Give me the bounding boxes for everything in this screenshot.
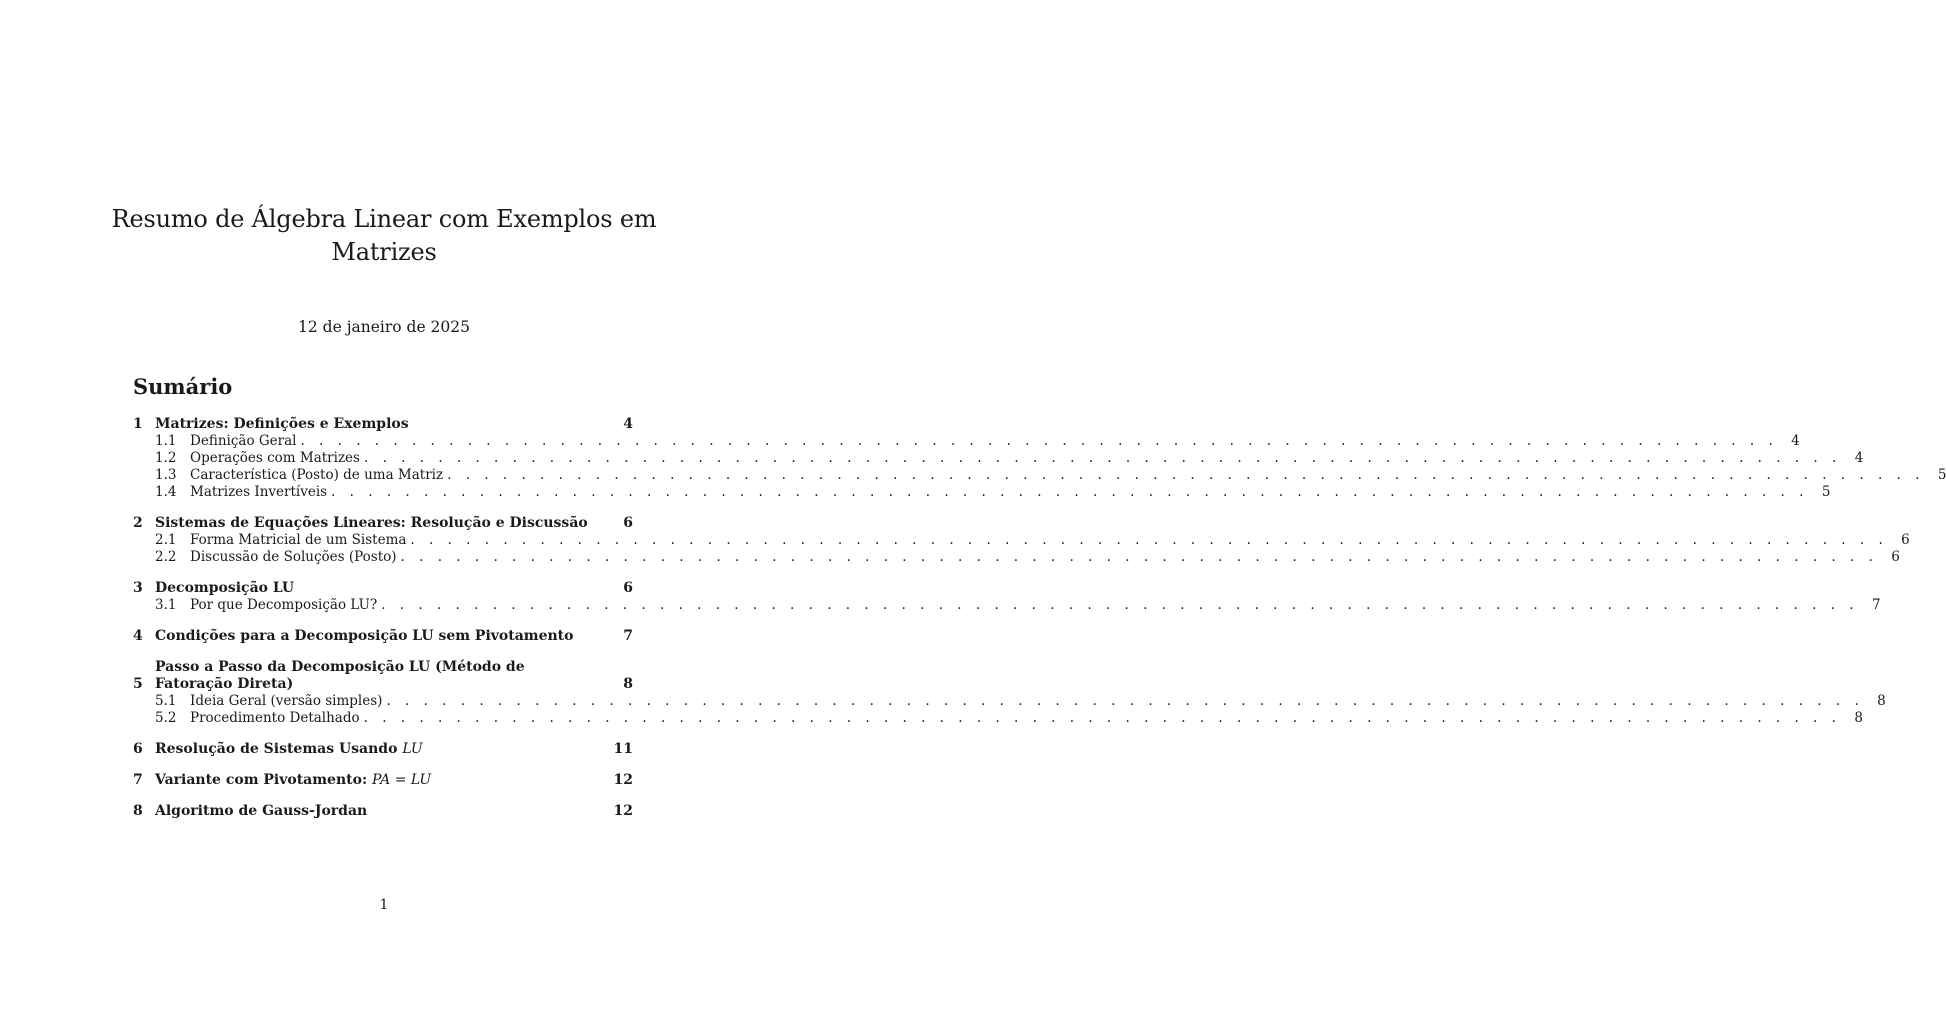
toc-section-title-text: Variante com Pivotamento: xyxy=(155,772,368,788)
toc-section-page: 7 xyxy=(623,628,633,644)
toc-section-page: 8 xyxy=(623,676,633,692)
toc-section xyxy=(133,628,633,645)
toc-subsection-number: 3.1 xyxy=(155,597,177,613)
toc-subsection-number: 1.2 xyxy=(155,450,177,466)
toc-subsection-page: 5 xyxy=(1821,484,1831,500)
toc-subsection-title: Operações com Matrizes xyxy=(190,450,360,466)
toc-section-title-text: Condições para a Decomposição LU sem Pivotamento xyxy=(155,628,574,644)
toc-section-title-text: Decomposição LU xyxy=(155,580,295,596)
toc-section-entry[interactable] xyxy=(133,628,633,645)
toc-section xyxy=(133,416,1946,501)
toc-section xyxy=(133,659,1886,727)
toc-section-entry[interactable] xyxy=(133,772,633,789)
toc-dot-leader: . . . . . . . . . . . . . . . . . . . . . . . . . . . . . . . . . . . . . . . . . . . . . . . . . . . . . . . . . . . . . . . . . . . . . . . . . . . . . . . . xyxy=(300,433,1778,449)
toc-section-page: 12 xyxy=(613,772,633,788)
toc-section-title xyxy=(155,580,613,597)
toc-subsection-entry[interactable] xyxy=(133,433,1800,450)
toc-section-title-text: Sistemas de Equações Lineares: Resolução e Discussão xyxy=(155,515,588,531)
toc-section-number: 4 xyxy=(133,628,143,644)
toc-subsection-title: Ideia Geral (versão simples) xyxy=(190,693,383,709)
toc-section xyxy=(133,741,633,758)
toc-dot-leader: . . . . . . . . . . . . . . . . . . . . . . . . . . . . . . . . . . . . . . . . . . . . . . . . . . . . . . . . . . . . . . . . . . . . . . . . . . . . . . . . xyxy=(447,467,1925,483)
toc-subsection-entry[interactable] xyxy=(133,450,1864,467)
document-date: 12 de janeiro de 2025 xyxy=(298,318,470,336)
toc-subsection-title: Procedimento Detalhado xyxy=(190,710,360,726)
toc-subsection-number: 5.2 xyxy=(155,710,177,726)
toc-section-title xyxy=(155,659,613,693)
toc-section-page: 6 xyxy=(623,515,633,531)
toc-subsection-number: 2.2 xyxy=(155,549,177,565)
toc-subsection-entry[interactable] xyxy=(133,549,1900,566)
toc-subsection-entry[interactable] xyxy=(133,693,1886,710)
toc-section-page: 11 xyxy=(613,741,633,757)
toc-section-title xyxy=(155,803,613,820)
toc-section-title xyxy=(155,515,613,532)
toc-subsection-number: 1.1 xyxy=(155,433,177,449)
table-of-contents xyxy=(133,416,1946,820)
toc-section-title-text: Passo a Passo da Decomposição LU (Método de Fatoração Direta) xyxy=(155,659,525,692)
toc-section-number: 5 xyxy=(133,676,143,692)
toc-section-title-text: Matrizes: Definições e Exemplos xyxy=(155,416,409,432)
toc-section xyxy=(133,580,1881,614)
toc-subsection-page: 8 xyxy=(1877,693,1886,709)
toc-subsection-page: 4 xyxy=(1791,433,1800,449)
toc-section-page: 12 xyxy=(613,803,633,819)
toc-section-title xyxy=(155,416,613,433)
toc-section-number: 2 xyxy=(133,515,143,531)
toc-subsection-entry[interactable] xyxy=(133,597,1881,614)
page-number: 1 xyxy=(379,897,389,913)
toc-subsection-entry[interactable] xyxy=(133,484,1831,501)
toc-section-title xyxy=(155,628,613,645)
toc-section-page: 4 xyxy=(623,416,633,432)
toc-section-entry[interactable] xyxy=(133,416,633,433)
toc-subsection-number: 2.1 xyxy=(155,532,177,548)
toc-section-title xyxy=(155,741,613,758)
toc-subsection-title: Por que Decomposição LU? xyxy=(190,597,378,613)
toc-section-number: 8 xyxy=(133,803,143,819)
document-title: Resumo de Álgebra Linear com Exemplos em Matrizes xyxy=(111,205,657,266)
toc-dot-leader: . . . . . . . . . . . . . . . . . . . . . . . . . . . . . . . . . . . . . . . . . . . . . . . . . . . . . . . . . . . . . . . . . . . . . . . . . . . . . . . . xyxy=(381,597,1859,613)
toc-heading: Sumário xyxy=(133,374,233,399)
toc-subsection-number: 5.1 xyxy=(155,693,177,709)
toc-subsection-page: 5 xyxy=(1937,467,1946,483)
toc-dot-leader: . . . . . . . . . . . . . . . . . . . . . . . . . . . . . . . . . . . . . . . . . . . . . . . . . . . . . . . . . . . . . . . . . . . . . . . . . . . . . . . . xyxy=(386,693,1864,709)
toc-subsection-page: 6 xyxy=(1891,549,1900,565)
toc-subsection-title: Definição Geral xyxy=(190,433,297,449)
toc-subsection-number: 1.4 xyxy=(155,484,177,500)
toc-section-entry[interactable] xyxy=(133,659,633,693)
toc-section-page: 6 xyxy=(623,580,633,596)
toc-section-number: 6 xyxy=(133,741,143,757)
toc-section-number: 3 xyxy=(133,580,143,596)
toc-dot-leader: . . . . . . . . . . . . . . . . . . . . . . . . . . . . . . . . . . . . . . . . . . . . . . . . . . . . . . . . . . . . . . . . . . . . . . . . . . . . . . . . xyxy=(331,484,1809,500)
toc-subsection-number: 1.3 xyxy=(155,467,177,483)
toc-section-title-text: Algoritmo de Gauss-Jordan xyxy=(155,803,368,819)
toc-section-math: PA = LU xyxy=(372,772,432,788)
toc-subsection-title: Matrizes Invertíveis xyxy=(190,484,328,500)
toc-section-entry[interactable] xyxy=(133,580,633,597)
toc-dot-leader: . . . . . . . . . . . . . . . . . . . . . . . . . . . . . . . . . . . . . . . . . . . . . . . . . . . . . . . . . . . . . . . . . . . . . . . . . . . . . . . . xyxy=(363,710,1841,726)
toc-section-number: 7 xyxy=(133,772,143,788)
toc-section-title xyxy=(155,772,613,789)
toc-section-entry[interactable] xyxy=(133,515,633,532)
toc-section-entry[interactable] xyxy=(133,741,633,758)
toc-dot-leader: . . . . . . . . . . . . . . . . . . . . . . . . . . . . . . . . . . . . . . . . . . . . . . . . . . . . . . . . . . . . . . . . . . . . . . . . . . . . . . . . xyxy=(410,532,1888,548)
toc-subsection-title: Discussão de Soluções (Posto) xyxy=(190,549,397,565)
toc-subsection-page: 8 xyxy=(1854,710,1863,726)
toc-subsection-entry[interactable] xyxy=(133,532,1910,549)
toc-section xyxy=(133,803,633,820)
toc-section xyxy=(133,515,1910,566)
toc-section-title-text: Resolução de Sistemas Usando xyxy=(155,741,398,757)
toc-subsection-entry[interactable] xyxy=(133,467,1946,484)
toc-section-math: LU xyxy=(402,741,423,757)
toc-dot-leader: . . . . . . . . . . . . . . . . . . . . . . . . . . . . . . . . . . . . . . . . . . . . . . . . . . . . . . . . . . . . . . . . . . . . . . . . . . . . . . . . xyxy=(400,549,1878,565)
toc-subsection-entry[interactable] xyxy=(133,710,1863,727)
toc-section xyxy=(133,772,633,789)
toc-dot-leader: . . . . . . . . . . . . . . . . . . . . . . . . . . . . . . . . . . . . . . . . . . . . . . . . . . . . . . . . . . . . . . . . . . . . . . . . . . . . . . . . xyxy=(363,450,1842,466)
toc-section-entry[interactable] xyxy=(133,803,633,820)
toc-subsection-title: Forma Matricial de um Sistema xyxy=(190,532,407,548)
toc-subsection-page: 4 xyxy=(1854,450,1864,466)
toc-subsection-title: Característica (Posto) de uma Matriz xyxy=(190,467,444,483)
toc-subsection-page: 7 xyxy=(1871,597,1881,613)
toc-subsection-page: 6 xyxy=(1901,532,1910,548)
toc-section-number: 1 xyxy=(133,416,143,432)
